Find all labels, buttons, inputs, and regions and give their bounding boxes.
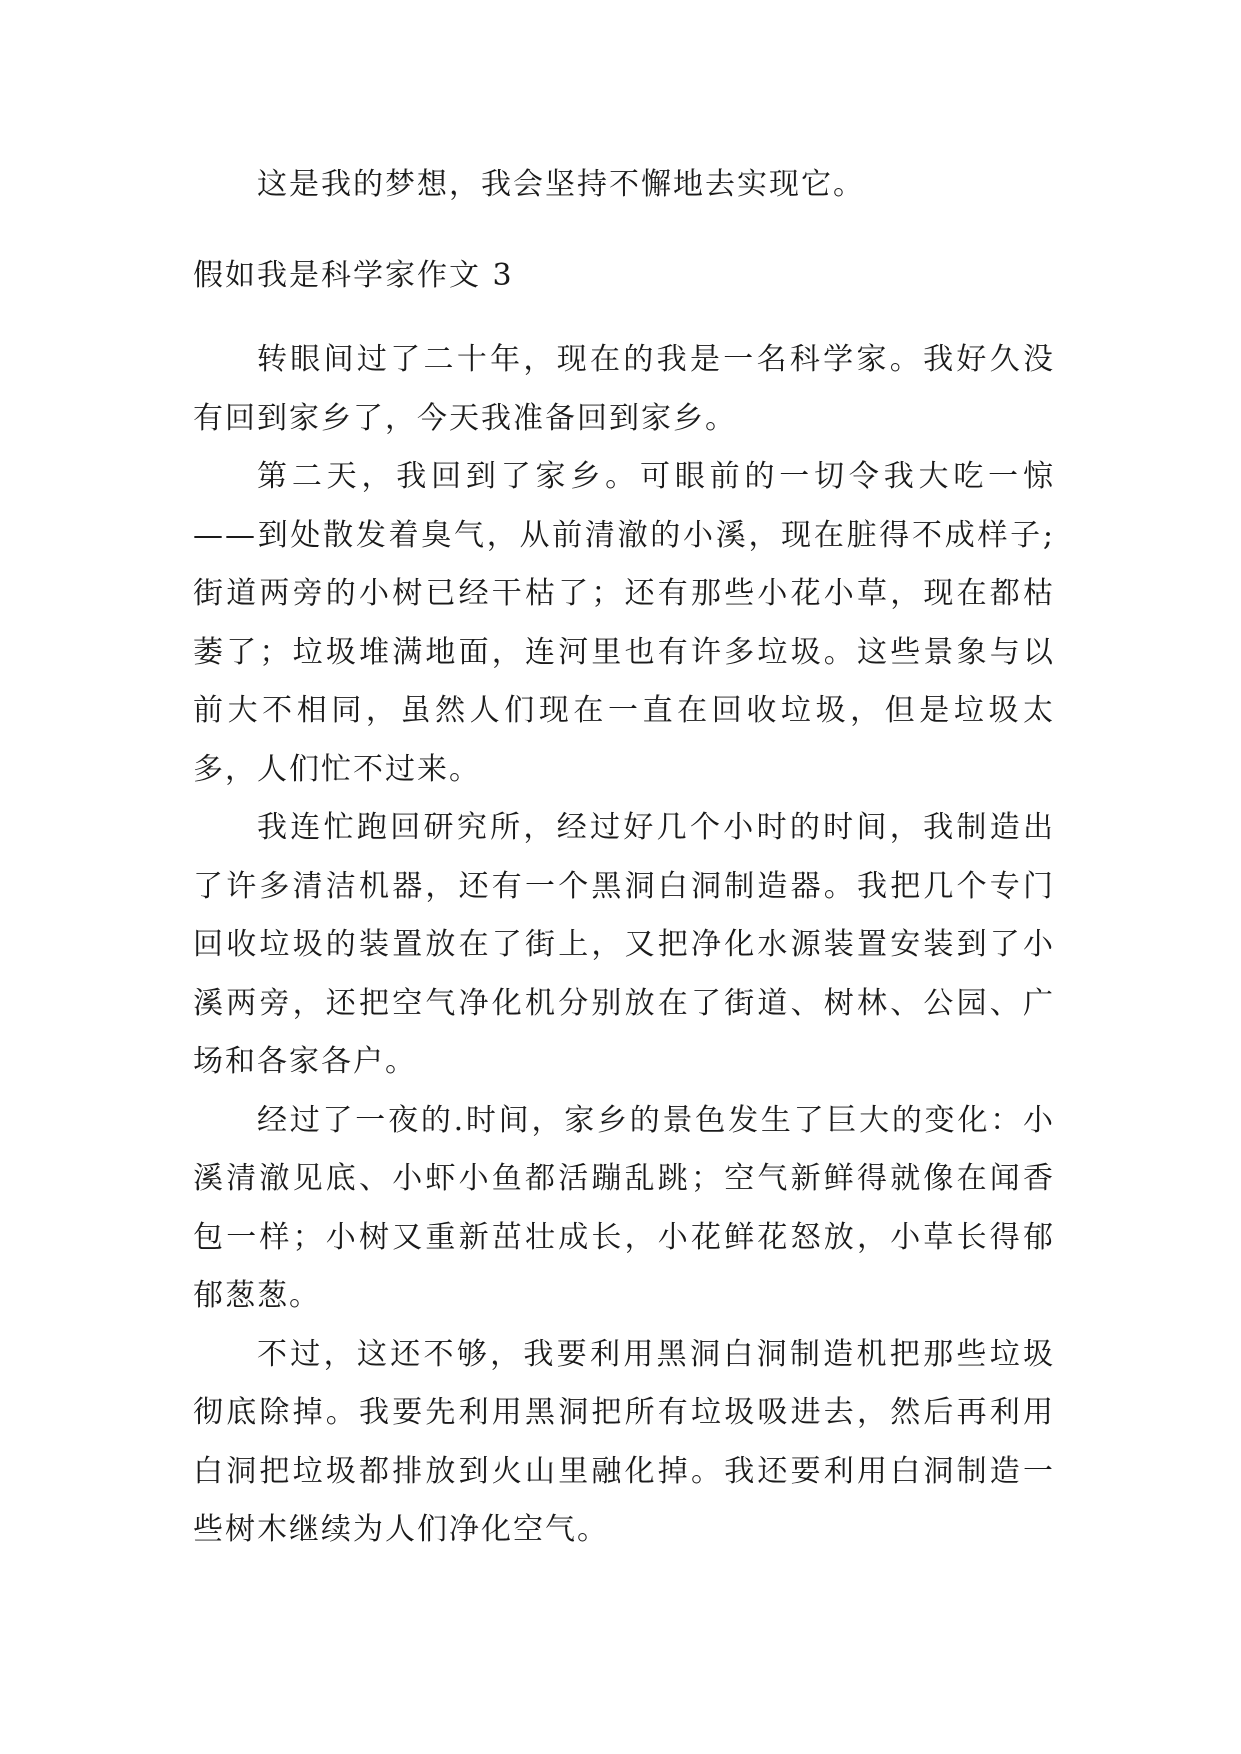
- essay-paragraph-1: 转眼间过了二十年，现在的我是一名科学家。我好久没有回到家乡了，今天我准备回到家乡。: [193, 342, 1055, 436]
- essay-paragraph-5: 不过，这还不够，我要利用黑洞白洞制造机把那些垃圾彻底除掉。我要先利用黑洞把所有垃圾吸进去，然后再利用白洞把垃圾都排放到火山里融化掉。我还要利用白洞制造一些树木继续为人们净化空气。: [193, 1336, 1055, 1547]
- essay-paragraph-4: 经过了一夜的.时间，家乡的景色发生了巨大的变化：小溪清澈见底、小虾小鱼都活蹦乱跳；空气新鲜得就像在闻香包一样；小树又重新茁壮成长，小花鲜花怒放，小草长得郁郁葱葱。: [193, 1102, 1055, 1313]
- intro-section: [193, 156, 1055, 215]
- intro-paragraph: 这是我的梦想，我会坚持不懈地去实现它。: [257, 167, 865, 202]
- essay-heading: 假如我是科学家作文 3: [193, 258, 514, 293]
- essay-paragraph-3: 我连忙跑回研究所，经过好几个小时的时间，我制造出了许多清洁机器，还有一个黑洞白洞制造器。我把几个专门回收垃圾的装置放在了街上，又把净化水源装置安装到了小溪两旁，还把空气净化机分别放在了街道、树林、公园、广场和各家各户。: [193, 810, 1055, 1079]
- essay-body: [193, 331, 1055, 1560]
- essay-paragraph-2: 第二天，我回到了家乡。可眼前的一切令我大吃一惊——到处散发着臭气，从前清澈的小溪，现在脏得不成样子;街道两旁的小树已经干枯了；还有那些小花小草，现在都枯萎了；垃圾堆满地面，连河里也有许多垃圾。这些景象与以前大不相同，虽然人们现在一直在回收垃圾，但是垃圾太多，人们忙不过来。: [193, 459, 1055, 787]
